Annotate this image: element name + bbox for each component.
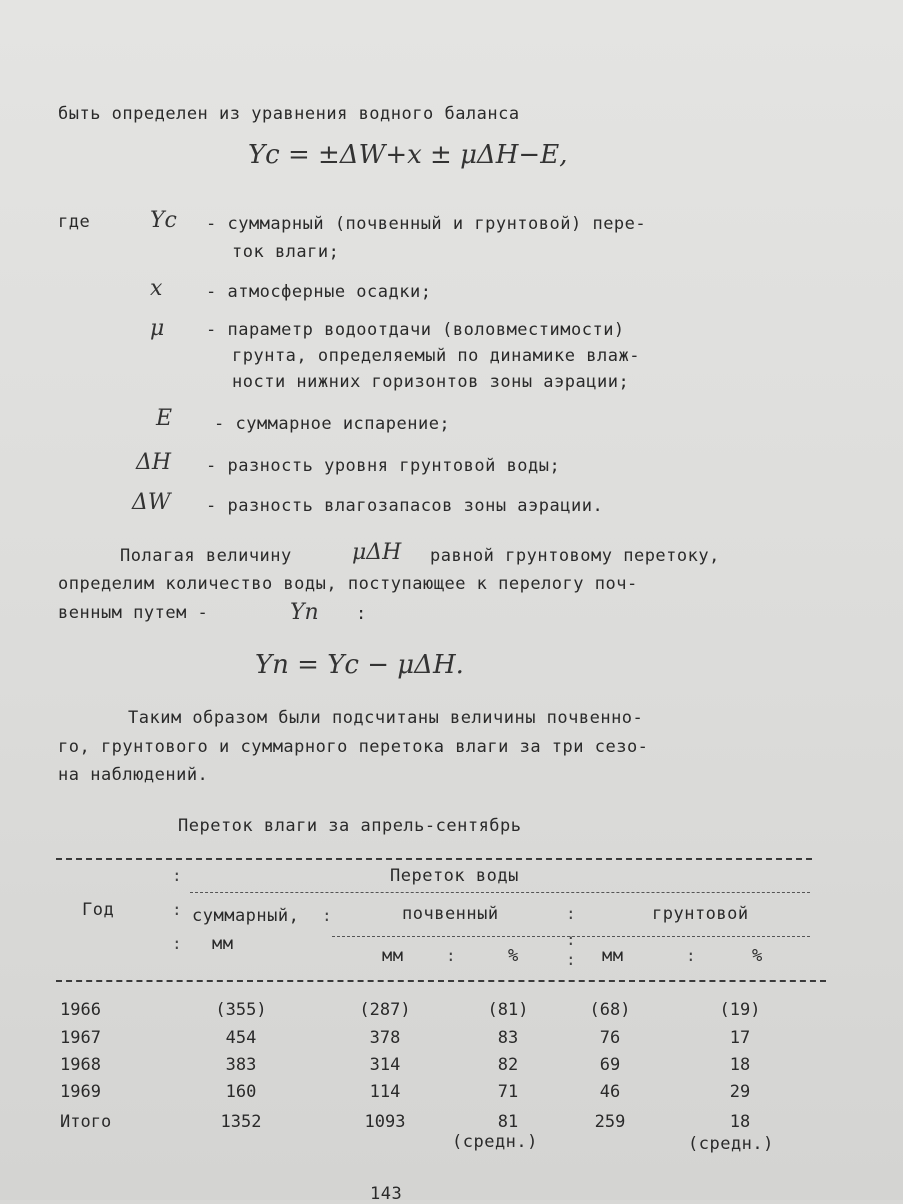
col-header-year: Год: [82, 900, 115, 920]
cell-ground-mm: 76: [599, 1028, 621, 1048]
cell-soil-pct: 81: [497, 1112, 519, 1132]
cell-soil-mm: (287): [359, 1000, 411, 1020]
cell-total: 454: [225, 1028, 257, 1048]
cell-ground-pct: 18: [729, 1112, 751, 1132]
cell-total: (355): [215, 1000, 267, 1020]
cell-soil-pct: 71: [497, 1082, 519, 1102]
definition-symbol: Yс: [150, 208, 177, 233]
cell-ground-mm: 259: [594, 1112, 626, 1132]
cell-year: 1967: [60, 1028, 101, 1048]
definition-symbol: ΔH: [136, 450, 172, 475]
paragraph-text: Таким образом были подсчитаны величины почвенно-: [128, 708, 644, 728]
cell-total: 1352: [220, 1112, 262, 1132]
definition-text: - суммарное испарение;: [214, 414, 451, 434]
col-header-total-unit: мм: [212, 934, 234, 954]
definition-text: - атмосферные осадки;: [206, 282, 432, 302]
inline-symbol: μΔH: [352, 540, 402, 565]
definition-symbol: μ: [150, 316, 165, 341]
cell-ground-mm: 46: [599, 1082, 621, 1102]
cell-soil-pct: (81): [487, 1000, 529, 1020]
col-header-soil-pct: %: [508, 946, 519, 966]
cell-ground-pct: 17: [729, 1028, 751, 1048]
cell-year: Итого: [60, 1112, 112, 1132]
intro-line: быть определен из уравнения водного баланса: [58, 104, 520, 124]
definition-text: ности нижних горизонтов зоны аэрации;: [232, 372, 630, 392]
column-separator: :: [172, 934, 182, 953]
paragraph-text: Полагая величину: [120, 546, 292, 566]
definition-text: ток влаги;: [232, 242, 340, 262]
paragraph-text: равной грунтовому перетоку,: [430, 546, 720, 566]
cell-ground-mm: (68): [589, 1000, 631, 1020]
paragraph-text: го, грунтового и суммарного перетока влаги за три сезо-: [58, 737, 649, 757]
column-separator: :: [322, 906, 332, 925]
paragraph-text: определим количество воды, поступающее к перелогу поч-: [58, 574, 638, 594]
header-rule: [190, 892, 810, 893]
table-header-rule: [56, 980, 826, 982]
where-label: где: [58, 212, 91, 232]
inline-symbol: Yп: [290, 600, 319, 625]
table-caption: Переток влаги за апрель-сентябрь: [178, 816, 522, 836]
definition-symbol: ΔW: [132, 490, 171, 515]
table-top-rule: [56, 858, 812, 860]
equation-soil-flow: Yп = Yс − μΔH.: [255, 650, 464, 680]
definition-text: - разность влагозапасов зоны аэрации.: [206, 496, 604, 516]
cell-ground-pct: 29: [729, 1082, 751, 1102]
definition-text: - разность уровня грунтовой воды;: [206, 456, 561, 476]
col-header-ground: грунтовой: [652, 904, 749, 924]
cell-soil-mm: 1093: [364, 1112, 406, 1132]
col-header-soil: почвенный: [402, 904, 499, 924]
cell-soil-mm: 314: [369, 1055, 401, 1075]
cell-ground-pct: 18: [729, 1055, 751, 1075]
cell-soil-pct: 83: [497, 1028, 519, 1048]
cell-soil-mm: 378: [369, 1028, 401, 1048]
page-number: 143: [370, 1184, 403, 1204]
paragraph-text: :: [356, 604, 367, 624]
column-separator: :: [566, 930, 576, 949]
definition-symbol: x: [150, 276, 163, 301]
cell-year: 1966: [60, 1000, 101, 1020]
paragraph-text: венным путем -: [58, 603, 209, 623]
cell-ground-mm: 69: [599, 1055, 621, 1075]
avg-note-soil: (средн.): [452, 1132, 538, 1152]
col-header-ground-pct: %: [752, 946, 763, 966]
column-separator: :: [446, 946, 456, 965]
cell-soil-pct: 82: [497, 1055, 519, 1075]
group-header: Переток воды: [390, 866, 519, 886]
column-separator: :: [566, 904, 576, 923]
definition-text: - параметр водоотдачи (воловместимости): [206, 320, 625, 340]
column-separator: :: [686, 946, 696, 965]
column-separator: :: [566, 950, 576, 969]
col-header-ground-mm: мм: [602, 946, 624, 966]
cell-year: 1969: [60, 1082, 101, 1102]
col-header-soil-mm: мм: [382, 946, 404, 966]
column-separator: :: [172, 866, 182, 885]
definition-text: - суммарный (почвенный и грунтовой) пере-: [206, 214, 647, 234]
definition-symbol: E: [156, 406, 173, 431]
col-header-total: суммарный,: [192, 906, 300, 926]
cell-total: 383: [225, 1055, 257, 1075]
avg-note-ground: (средн.): [688, 1134, 774, 1154]
cell-total: 160: [225, 1082, 257, 1102]
cell-ground-pct: (19): [719, 1000, 761, 1020]
column-separator: :: [172, 900, 182, 919]
equation-water-balance: Yс = ±ΔW+x ± μΔH−E,: [248, 140, 568, 170]
cell-year: 1968: [60, 1055, 101, 1075]
cell-soil-mm: 114: [369, 1082, 401, 1102]
paragraph-text: на наблюдений.: [58, 765, 209, 785]
definition-text: грунта, определяемый по динамике влаж-: [232, 346, 640, 366]
